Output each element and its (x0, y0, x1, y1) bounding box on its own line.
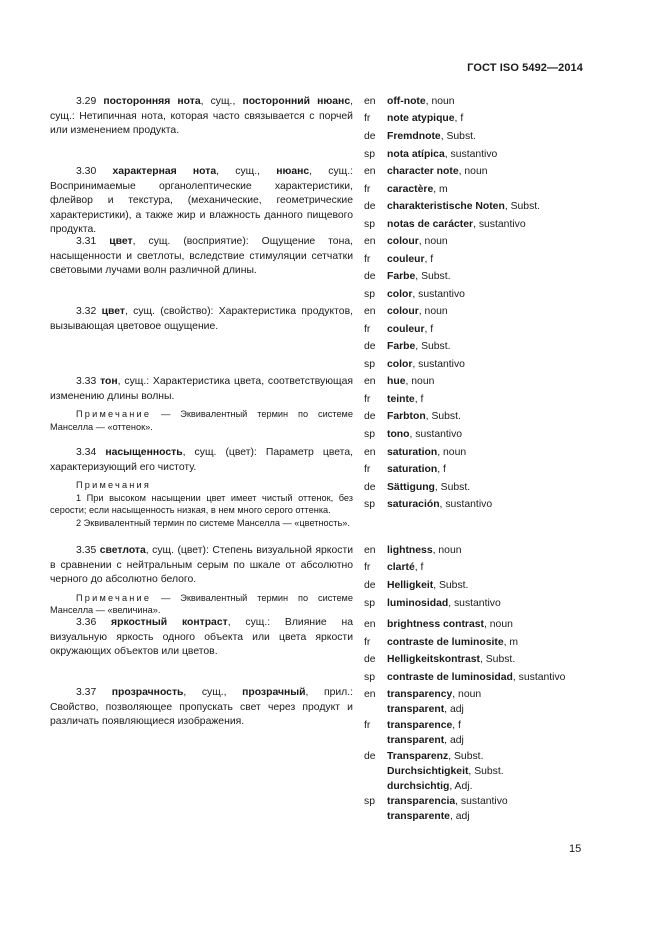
entry-3-30: 3.30 характерная нота, сущ., нюанс, сущ.: Воспринимаемые органолептические характеристики, флейвор и текстура, (механические, геометрические характеристики), а также жир и влажность данного пищевого продукта. (50, 166, 353, 236)
translation-term: Sättigung (387, 482, 435, 493)
lang-code: sp (364, 289, 375, 300)
translation-term: saturación (387, 499, 440, 510)
translation-term: Helligkeitskontrast (387, 654, 480, 665)
entry-number: 3.34 (76, 447, 97, 458)
lang-code: fr (364, 562, 371, 573)
entry-3-32 (50, 305, 353, 334)
entry-term: тон (100, 376, 118, 387)
lang-code: de (364, 201, 376, 212)
entry-number: 3.32 (76, 306, 97, 317)
entry-term-synonym: посторонний нюанс (242, 96, 351, 107)
entry-number: 3.29 (76, 96, 97, 107)
entry-term: посторонняя нота (103, 96, 201, 107)
translation-line: de Sättigung, Subst. (364, 481, 470, 496)
translation-term: saturation (387, 464, 438, 475)
translation-line: en hue, noun (364, 375, 434, 390)
translation-line: fr couleur, f (364, 323, 433, 338)
translation-term: nota atípica (387, 149, 445, 160)
translation-term: brightness contrast (387, 619, 484, 630)
lang-code: fr (364, 324, 371, 335)
note-label: Примечание (76, 592, 152, 603)
lang-code: en (364, 447, 376, 458)
entry-term: характерная нота (112, 166, 217, 177)
translation-line: en colour, noun (364, 235, 448, 250)
translation-line: de Farbe, Subst. (364, 340, 451, 355)
lang-code: sp (364, 499, 375, 510)
lang-code: fr (364, 720, 371, 731)
translation-term: couleur (387, 254, 425, 265)
translation-line: en character note, noun (364, 165, 488, 180)
translation-term: transparent (387, 735, 445, 746)
translation-line: fr saturation, f (364, 463, 446, 478)
lang-code: en (364, 236, 376, 247)
note-text: — Эквивалентный термин по системе Манселла — «величина». (50, 592, 353, 616)
translation-line: Durchsichtigkeit, Subst. (387, 766, 504, 777)
page-number: 15 (569, 843, 582, 855)
lang-code: de (364, 751, 376, 762)
translation-term: Farbe (387, 341, 416, 352)
entry-number: 3.30 (76, 166, 97, 177)
translation-term: hue (387, 376, 406, 387)
entry-number: 3.37 (76, 687, 97, 698)
lang-code: en (364, 619, 376, 630)
lang-code: sp (364, 359, 375, 370)
translation-term: Farbe (387, 271, 416, 282)
entry-definition: , сущ. (восприятие): Ощущение тона, насыщенности и светлоты, вследствие стимуляции сетчатки световыми лучами волн различной длины. (50, 236, 353, 277)
translation-line: fr caractère, m (364, 183, 448, 198)
entry-term-synonym: прозрачный (242, 687, 306, 698)
lang-code: en (364, 166, 376, 177)
translation-term: colour (387, 306, 419, 317)
entry-note (50, 408, 353, 433)
entry-term: насыщенность (105, 447, 183, 458)
translation-line: sp nota atípica, sustantivo (364, 148, 497, 163)
entry-note-1: 1 При высоком насыщении цвет имеет чистый оттенок, без серости; если насыщенность низкая, в нем много серого оттенка. (50, 492, 353, 516)
translation-term: teinte (387, 394, 415, 405)
entry-definition: , сущ.: Влияние на визуальную яркость одного объекта или цвета яркости окружающих объектов или цветов. (50, 617, 353, 658)
translation-line: en saturation, noun (364, 446, 466, 461)
translation-line: de Helligkeit, Subst. (364, 579, 468, 594)
lang-code: sp (364, 672, 375, 683)
translation-term: caractère (387, 184, 434, 195)
translation-line: sp color, sustantivo (364, 358, 465, 373)
translation-term: transparent (387, 704, 445, 715)
translation-line: fr clarté, f (364, 561, 423, 576)
translation-line: sp notas de carácter, sustantivo (364, 218, 526, 233)
lang-code: de (364, 131, 376, 142)
translation-line: de Helligkeitskontrast, Subst. (364, 653, 515, 668)
entry-3-34 (50, 446, 353, 530)
entry-number: 3.33 (76, 376, 97, 387)
entry-definition: , сущ. (цвет): Степень визуальной яркости в сравнении с нейтральным серым по шкале от абсолютно черного до абсолютно белого. (50, 545, 354, 586)
translation-line: de Farbe, Subst. (364, 270, 451, 285)
translation-term: transparente (387, 811, 450, 822)
document-header: ГОСТ ISO 5492—2014 (467, 62, 583, 74)
lang-code: sp (364, 429, 375, 440)
entry-definition: , сущ.: Нетипичная нота, которая часто связывается с порчей или изменением продукта. (50, 96, 353, 137)
lang-code: de (364, 271, 376, 282)
entry-3-31 (50, 235, 353, 279)
entry-note-2: 2 Эквивалентный термин по системе Манселла — «цветность». (76, 517, 350, 528)
entry-definition: , сущ. (свойство): Характеристика продуктов, вызывающая цветовое ощущение. (50, 306, 353, 332)
lang-code: en (364, 689, 376, 700)
translation-term: charakteristische Noten (387, 201, 505, 212)
entry-number: 3.36 (76, 617, 97, 628)
entry-number: 3.31 (76, 236, 97, 247)
lang-code: de (364, 580, 376, 591)
lang-code: en (364, 376, 376, 387)
lang-code: de (364, 411, 376, 422)
lang-code: de (364, 654, 376, 665)
lang-code: fr (364, 637, 371, 648)
translation-line: fr note atypique, f (364, 112, 463, 127)
entry-definition: , сущ. (цвет): Параметр цвета, характеризующий его чистоту. (50, 447, 353, 473)
translation-line: fr contraste de luminosite, m (364, 636, 518, 651)
translation-term: note atypique (387, 113, 455, 124)
translation-line: fr couleur, f (364, 253, 433, 268)
entry-3-35 (50, 544, 353, 617)
lang-code: sp (364, 796, 375, 807)
entry-term: светлота (99, 545, 146, 556)
lang-code: fr (364, 394, 371, 405)
translation-term: Farbton (387, 411, 426, 422)
note-label: Примечание (76, 409, 152, 420)
entry-definition: , прил.: Свойство, позволяющее пропускать свет через продукт и различать появляющиеся изображения. (50, 687, 353, 728)
entry-3-33 (50, 375, 353, 433)
lang-code: en (364, 96, 376, 107)
entry-3-36 (50, 616, 353, 660)
entry-term: яркостный контраст (111, 617, 228, 628)
entry-notes-label: Примечания (76, 480, 152, 491)
translation-line: transparent, adj (387, 735, 464, 746)
translation-term: saturation (387, 447, 438, 458)
translation-term: color (387, 289, 413, 300)
translation-line: sp tono, sustantivo (364, 428, 462, 443)
translation-line: en lightness, noun (364, 544, 462, 559)
translation-term: durchsichtig (387, 781, 450, 792)
translation-line: sp luminosidad, sustantivo (364, 597, 501, 612)
lang-code: sp (364, 149, 375, 160)
translation-term: contraste de luminosidad (387, 672, 513, 683)
translation-line: transparente, adj (387, 811, 470, 822)
translation-line: sp transparencia, sustantivo (364, 795, 508, 810)
entry-term-synonym: нюанс (276, 166, 310, 177)
translation-line: fr teinte, f (364, 393, 423, 408)
translation-term: notas de carácter (387, 219, 474, 230)
lang-code: fr (364, 113, 371, 124)
translation-term: Helligkeit (387, 580, 434, 591)
translation-term: Transparenz (387, 751, 449, 762)
translation-line: sp contraste de luminosidad, sustantivo (364, 671, 565, 686)
translation-line: en colour, noun (364, 305, 448, 320)
entry-3-37: 3.37 прозрачность, сущ., прозрачный, прил.: Свойство, позволяющее пропускать свет через продукт и различать появляющиеся изображения. (50, 687, 353, 728)
translation-term: tono (387, 429, 410, 440)
translation-line: durchsichtig, Adj. (387, 781, 473, 792)
translation-term: clarté (387, 562, 415, 573)
lang-code: en (364, 545, 376, 556)
lang-code: de (364, 341, 376, 352)
lang-code: sp (364, 219, 375, 230)
translation-line: en brightness contrast, noun (364, 618, 513, 633)
translation-term: Durchsichtigkeit (387, 766, 469, 777)
entry-term: цвет (101, 306, 125, 317)
lang-code: en (364, 306, 376, 317)
translation-line: en transparency, noun (364, 688, 481, 703)
translation-line: de Farbton, Subst. (364, 410, 461, 425)
translation-term: off-note (387, 96, 426, 107)
translation-term: transparency (387, 689, 453, 700)
translation-term: luminosidad (387, 598, 449, 609)
entry-3-29: 3.29 посторонняя нота, сущ., посторонний нюанс, сущ.: Нетипичная нота, которая часто связывается с порчей или изменением продукта. (50, 96, 353, 137)
translation-line: fr transparence, f (364, 719, 461, 734)
translation-line: en off-note, noun (364, 95, 455, 110)
lang-code: fr (364, 464, 371, 475)
translation-term: character note (387, 166, 459, 177)
lang-code: fr (364, 254, 371, 265)
translation-line: transparent, adj (387, 704, 464, 715)
entry-term: цвет (109, 236, 133, 247)
entry-number: 3.35 (76, 545, 97, 556)
translation-line: sp color, sustantivo (364, 288, 465, 303)
entry-term: прозрачность (111, 687, 184, 698)
lang-code: fr (364, 184, 371, 195)
translation-line: de Fremdnote, Subst. (364, 130, 476, 145)
entry-definition: , сущ.: Характеристика цвета, соответствующая изменению длины волны. (50, 376, 353, 402)
translation-term: colour (387, 236, 419, 247)
entry-definition: , сущ.: Воспринимаемые органолептические характеристики, флейвор и текстура, (механические, геометрические характеристики), а также жир и влажность данного пищевого продукта. (50, 166, 353, 236)
translation-line: de charakteristische Noten, Subst. (364, 200, 540, 215)
note-text: — Эквивалентный термин по системе Манселла — «оттенок». (50, 409, 353, 432)
translation-term: Fremdnote (387, 131, 441, 142)
entry-note (50, 592, 353, 617)
translation-term: transparence (387, 720, 453, 731)
translation-line: sp saturación, sustantivo (364, 498, 492, 513)
translation-term: transparencia (387, 796, 456, 807)
translation-term: lightness (387, 545, 433, 556)
translation-term: contraste de luminosite (387, 637, 504, 648)
translation-line: de Transparenz, Subst. (364, 750, 483, 765)
lang-code: de (364, 482, 376, 493)
translation-term: couleur (387, 324, 425, 335)
translation-term: color (387, 359, 413, 370)
lang-code: sp (364, 598, 375, 609)
